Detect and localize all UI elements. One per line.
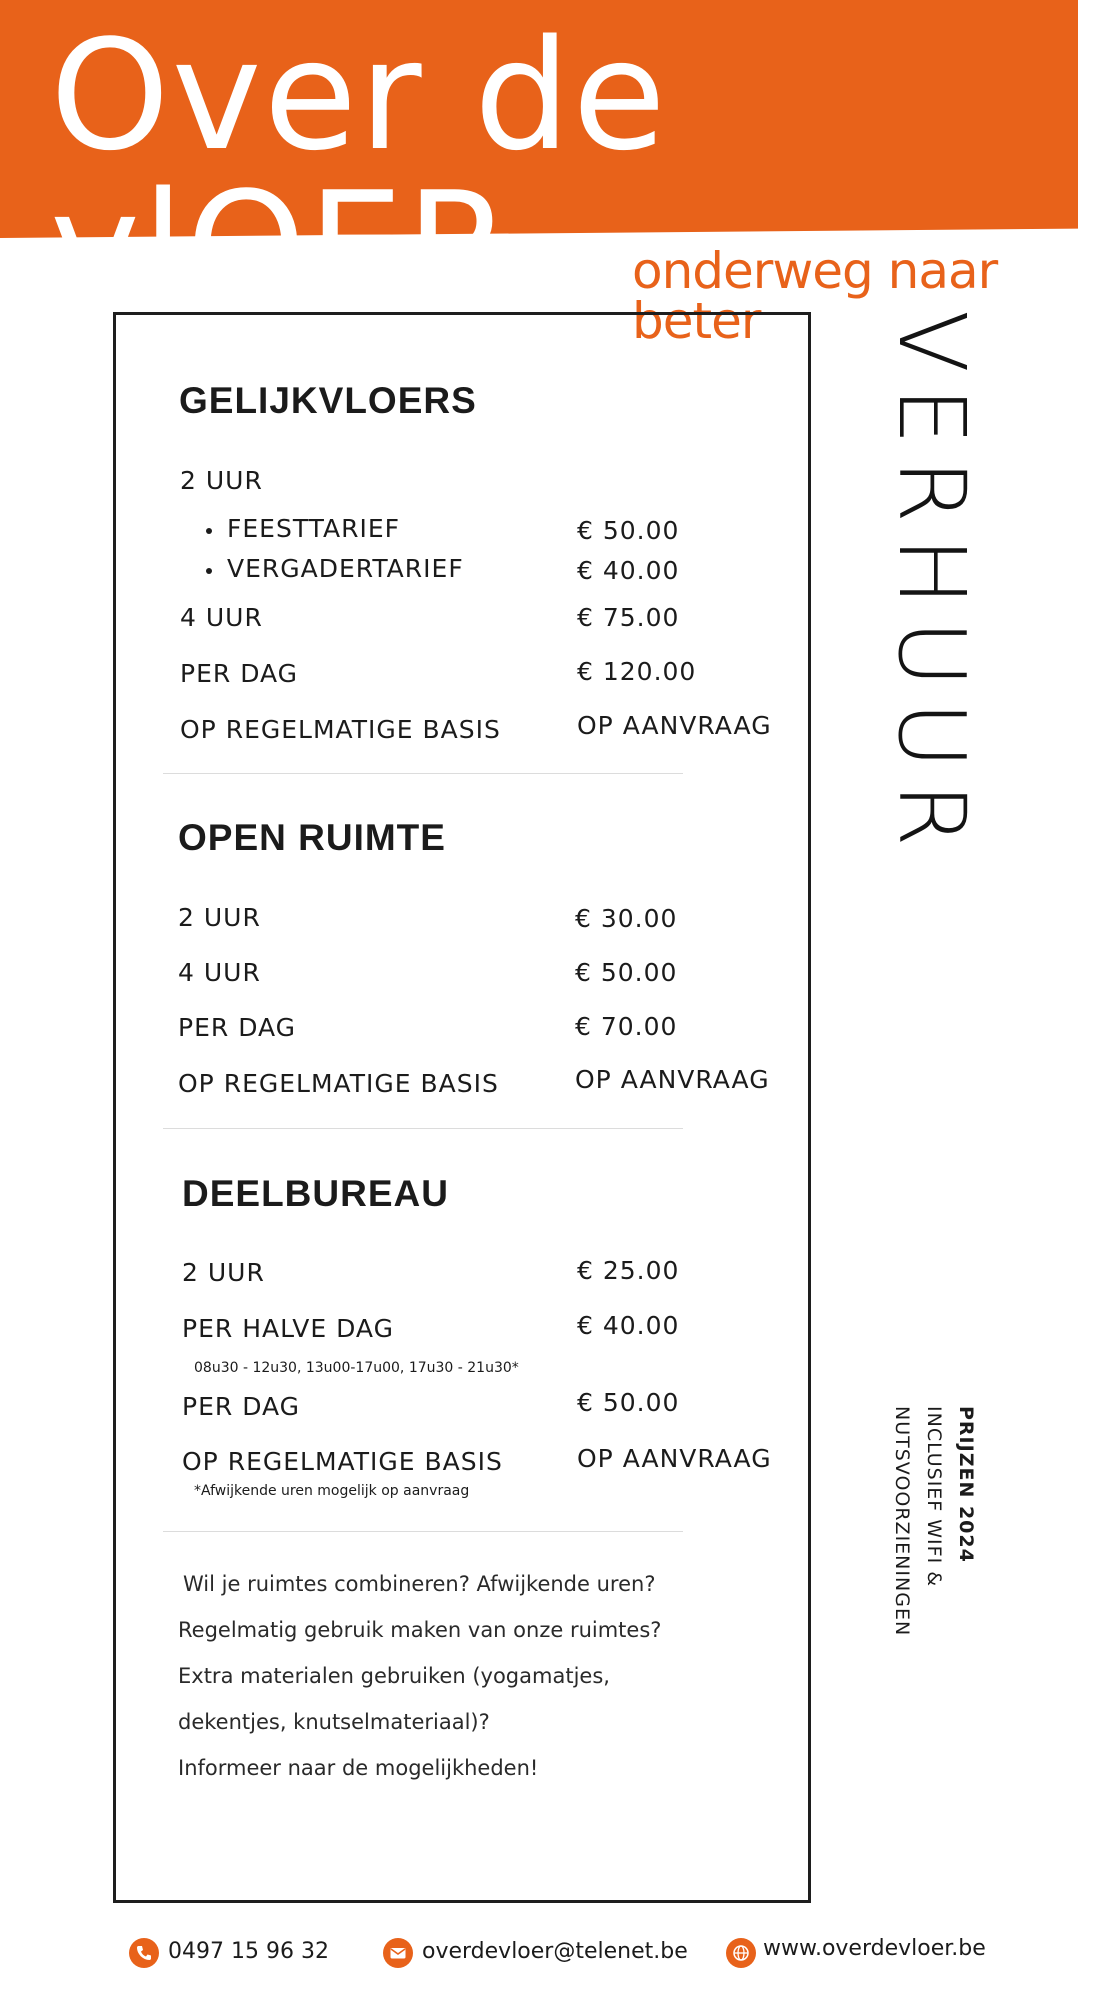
row-price: € 75.00 bbox=[577, 603, 680, 632]
section-title-deelbureau: DEELBUREAU bbox=[182, 1173, 449, 1214]
section-divider bbox=[163, 1128, 683, 1129]
envelope-icon bbox=[383, 1938, 413, 1968]
section-divider bbox=[163, 1531, 683, 1532]
section-divider bbox=[163, 773, 683, 774]
row-price: € 50.00 bbox=[577, 1388, 680, 1417]
row-label: 4 UUR bbox=[178, 958, 261, 987]
row-price: € 25.00 bbox=[577, 1256, 680, 1285]
prices-year: PRIJZEN 2024 bbox=[955, 1406, 977, 1563]
row-price: OP AANVRAAG bbox=[575, 1065, 770, 1094]
hours-footnote: *Afwijkende uren mogelijk op aanvraag bbox=[194, 1483, 470, 1499]
info-line: dekentjes, knutselmateriaal)? bbox=[178, 1710, 490, 1734]
bullet bbox=[206, 568, 212, 574]
footer-email[interactable]: overdevloer@telenet.be bbox=[422, 1939, 688, 1964]
row-label: 2 UUR bbox=[180, 466, 263, 495]
row-price: € 50.00 bbox=[577, 516, 680, 545]
row-label: OP REGELMATIGE BASIS bbox=[178, 1069, 499, 1098]
row-price: € 40.00 bbox=[577, 556, 680, 585]
bullet bbox=[206, 528, 212, 534]
info-line: Informeer naar de mogelijkheden! bbox=[178, 1756, 539, 1780]
row-price: OP AANVRAAG bbox=[577, 711, 772, 740]
row-label: FEESTTARIEF bbox=[227, 514, 401, 543]
opening-hours-note: 08u30 - 12u30, 13u00-17u00, 17u30 - 21u30* bbox=[194, 1360, 519, 1376]
row-label: VERGADERTARIEF bbox=[227, 554, 464, 583]
row-label: PER DAG bbox=[180, 659, 299, 688]
info-line: Wil je ruimtes combineren? Afwijkende uren? bbox=[183, 1572, 656, 1596]
row-label: 4 UUR bbox=[180, 603, 263, 632]
footer-website[interactable]: www.overdevloer.be bbox=[763, 1936, 986, 1961]
row-price: € 70.00 bbox=[575, 1012, 678, 1041]
row-label: PER DAG bbox=[178, 1013, 297, 1042]
footer-phone[interactable]: 0497 15 96 32 bbox=[168, 1939, 329, 1964]
info-line: Extra materialen gebruiken (yogamatjes, bbox=[178, 1664, 610, 1688]
row-price: OP AANVRAAG bbox=[577, 1444, 772, 1473]
phone-icon bbox=[129, 1938, 159, 1968]
prices-note bbox=[886, 1406, 982, 1636]
section-title-gelijkvloers: GELIJKVLOERS bbox=[179, 380, 477, 421]
verhuur-vertical-title: VERHUUR bbox=[878, 310, 985, 861]
section-title-open-ruimte: OPEN RUIMTE bbox=[178, 817, 446, 858]
row-price: € 50.00 bbox=[575, 958, 678, 987]
info-line: Regelmatig gebruik maken van onze ruimtes? bbox=[178, 1618, 662, 1642]
globe-icon bbox=[726, 1938, 756, 1968]
row-label: 2 UUR bbox=[182, 1258, 265, 1287]
row-price: € 30.00 bbox=[575, 904, 678, 933]
row-label: OP REGELMATIGE BASIS bbox=[180, 715, 501, 744]
brand-logo-text: Over de vlOER bbox=[50, 7, 668, 336]
row-price: € 120.00 bbox=[577, 657, 697, 686]
prices-included-line1: INCLUSIEF WIFI & bbox=[923, 1406, 945, 1588]
row-price: € 40.00 bbox=[577, 1311, 680, 1340]
prices-included-line2: NUTSVOORZIENINGEN bbox=[891, 1406, 913, 1637]
row-label: OP REGELMATIGE BASIS bbox=[182, 1447, 503, 1476]
row-label: 2 UUR bbox=[178, 903, 261, 932]
row-label: PER HALVE DAG bbox=[182, 1314, 394, 1343]
tagline: onderweg naar beter bbox=[632, 242, 998, 350]
row-label: PER DAG bbox=[182, 1392, 301, 1421]
